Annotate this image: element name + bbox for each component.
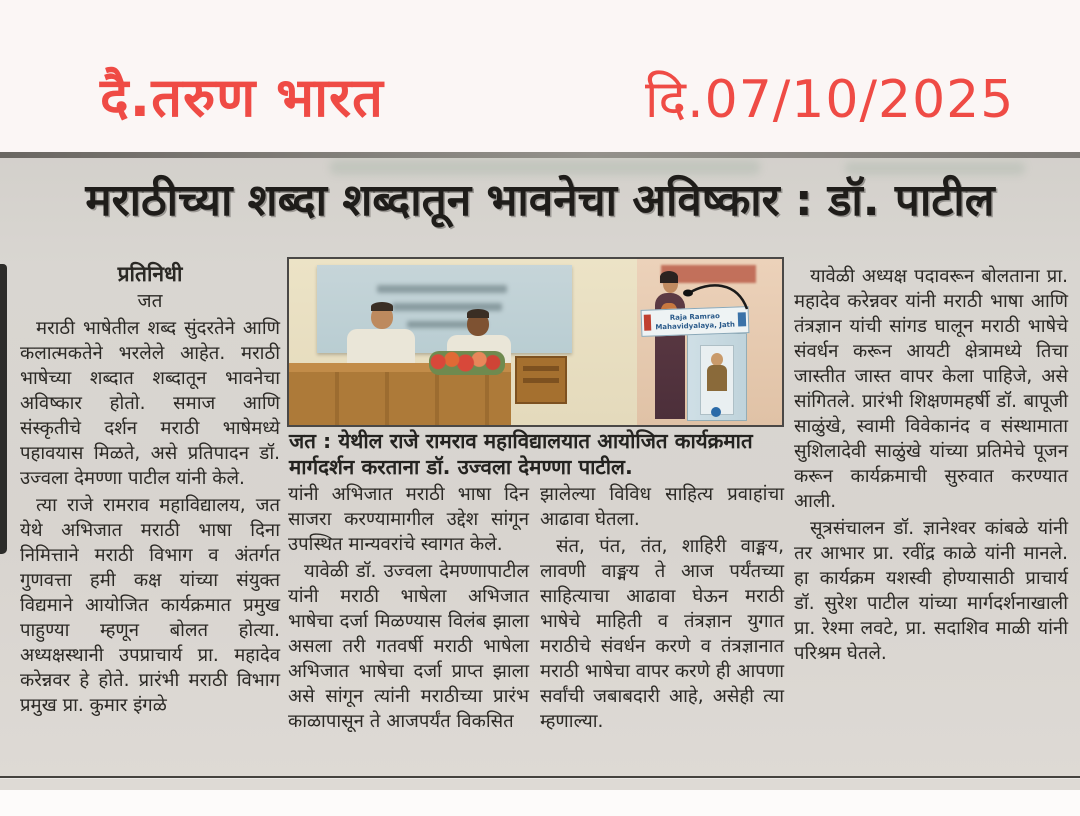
article-column-3 <box>540 482 784 736</box>
article-column-2 <box>288 482 529 736</box>
microphone-icon <box>289 259 784 425</box>
clipping-top-edge <box>0 152 1080 158</box>
paragraph: यावेळी अध्यक्ष पदावरून बोलताना प्रा. महादेव करेन्नवर यांनी मराठी भाषा आणि तंत्रज्ञान यांची सांगड घालून मराठी भाषेचे संवर्धन करून आयटी क्षेत्रामध्ये तिचा जास्तीत जास्त वापर केला पाहिजे, असे सांगितले. प्रारंभी शिक्षणमहर्षी डॉ. बापूजी साळुंखे, स्वामी विवेकानंद व संस्थामाता सुशिलादेवी साळुंखे यांच्या प्रतिमेचे पूजन करून कार्यक्रमाची सुरुवात करण्यात आली. <box>794 266 1068 512</box>
masthead-strip <box>0 0 1080 152</box>
photo-caption: जत : येथील राजे रामराव महाविद्यालयात आयोजित कार्यक्रमात मार्गदर्शन करताना डॉ. उज्वला देमण्णा पाटील. <box>289 429 753 479</box>
event-photograph <box>287 257 784 427</box>
paragraph: त्या राजे रामराव महाविद्यालय, जत येथे अभिजात मराठी भाषा दिना निमित्ताने मराठी विभाग व अंतर्गत गुणवत्ता हमी कक्ष यांच्या संयुक्त विद्यमाने आयोजित कार्यक्रमात प्रमुख पाहुण्या म्हणून बोलत होत्या. अध्यक्षस्थानी उपप्राचार्य प्रा. महादेव करेन्नवर हे होते. प्रारंभी मराठी विभाग प्रमुख प्रा. कुमार इंगळे <box>20 495 280 716</box>
paragraph: मराठी भाषेतील शब्द सुंदरतेने आणि कलात्मकतेने भरलेले आहेत. मराठी भाषेच्या शब्दात शब्दातून भावनेचा अविष्कार होतो. समाज आणि संस्कृतीचे दर्शन मराठी भाषेमध्ये पहावयास मिळते, असे प्रतिपादन डॉ. उज्वला देमण्णा पाटील यांनी केले. <box>20 318 280 489</box>
paragraph: झालेल्या विविध साहित्य प्रवाहांचा आढावा घेतला. <box>540 484 784 530</box>
article-column-4 <box>794 264 1068 668</box>
byline: प्रतिनिधी <box>117 262 183 286</box>
article-column-1 <box>20 262 280 720</box>
paragraph: सूत्रसंचालन डॉ. ज्ञानेश्वर कांबळे यांनी तर आभार प्रा. रवींद्र काळे यांनी मानले. हा कार्यक्रम यशस्वी होण्यासाठी प्राचार्य डॉ. सुरेश पाटील यांच्या मार्गदर्शनाखाली प्रा. रेश्मा लवटे, प्रा. सदाशिव माळी यांनी परिश्रम घेतले. <box>794 518 1068 664</box>
paragraph: संत, पंत, तंत, शाहिरी वाङ्मय, लावणी वाङ्मय ते आज पर्यंतच्या साहित्याचा आढावा घेऊन मराठी भाषेचे माहिती व तंत्रज्ञान युगात मराठीचे संवर्धन करणे व तंत्रज्ञानात मराठी भाषेचा वापर करणे ही आपणा सर्वांची जबाबदारी आहे, असेही त्या म्हणाल्या. <box>540 536 784 732</box>
article-bottom-rule <box>0 776 1080 778</box>
podium-sign-line1: Raja Ramrao <box>669 312 720 322</box>
publication-date: दि.07/10/2025 <box>645 70 1015 130</box>
paragraph: यांनी अभिजात मराठी भाषा दिन साजरा करण्यामागील उद्देश सांगून उपस्थित मान्यवरांचे स्वागत केले. <box>288 484 529 555</box>
dateline: जत <box>137 290 163 312</box>
publication-name: दै.तरुण भारत <box>100 66 384 129</box>
article-headline: मराठीच्या शब्दा शब्दातून भावनेचा अविष्कार : डॉ. पाटील <box>85 175 995 226</box>
podium-sign-line2: Mahavidyalaya, Jath <box>655 320 736 332</box>
paragraph: यावेळी डॉ. उज्वला देमण्णापाटील यांनी मराठी भाषेला अभिजात भाषेचा दर्जा मिळण्यास विलंब झाला असला तरी गतवर्षी मराठी भाषेला अभिजात भाषेचा दर्जा प्राप्त झाला असे सांगून त्यांनी मराठीच्या प्रारंभ काळापासून ते आजपर्यंत विकसित <box>288 561 529 732</box>
torn-edge-shadow <box>0 264 7 554</box>
article-clipping <box>0 152 1080 790</box>
page-bottom-margin <box>0 790 1080 816</box>
